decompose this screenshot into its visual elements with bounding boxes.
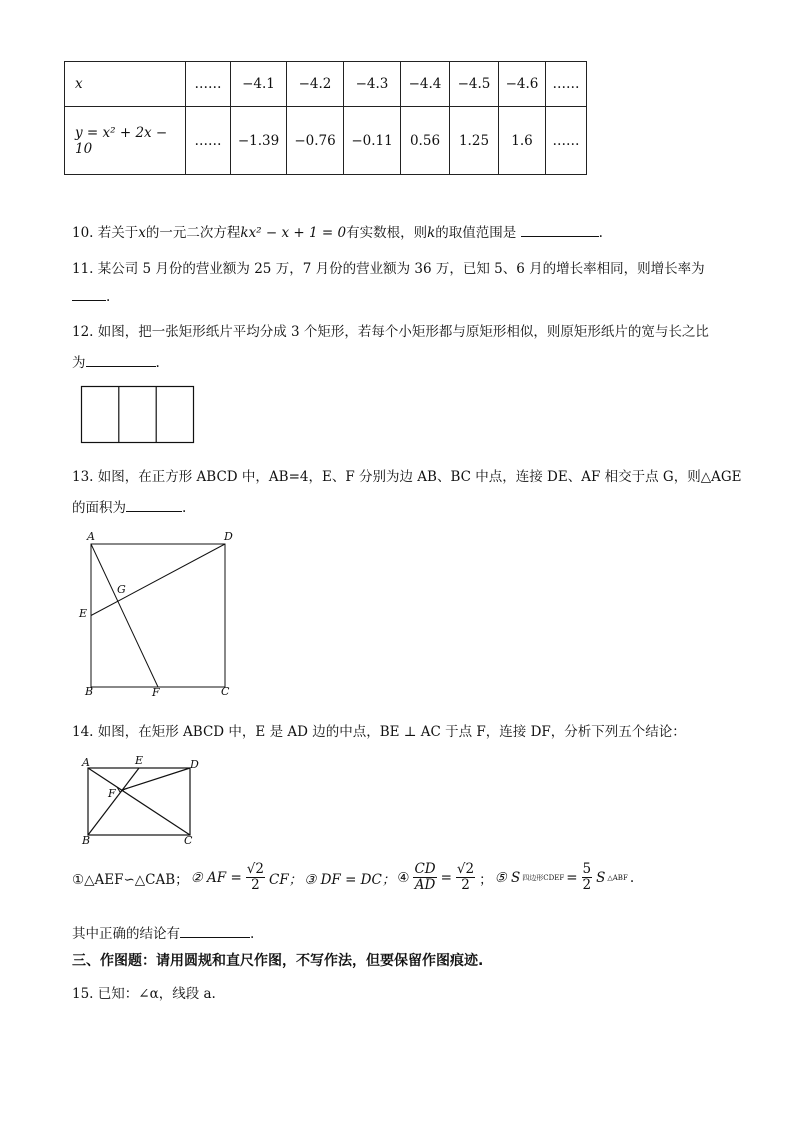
fig14-label-E: E: [135, 754, 144, 767]
question-11: 11. 某公司 5 月份的营业额为 25 万，7 月份的营业额为 36 万，已知 5、6 月的增长率相同，则增长率为: [72, 261, 705, 277]
question-10: [72, 221, 603, 241]
q10-text: 的取值范围是: [435, 225, 517, 241]
question-12-answer: [72, 351, 160, 371]
fraction-numerator: 5: [582, 861, 592, 877]
table-cell: −4.5: [450, 62, 499, 107]
value-table: [64, 61, 587, 175]
fig13-label-A: A: [87, 530, 95, 543]
option-1: ①△AEF∽△CAB；: [72, 871, 189, 888]
question-12: 12. 如图，把一张矩形纸片平均分成 3 个矩形，若每个小矩形都与原矩形相似，则原矩形纸片的宽与长之比: [72, 324, 709, 340]
fraction-denominator: AD: [414, 877, 436, 893]
q10-equation: kx² − x + 1 = 0: [240, 225, 347, 241]
q11-period: .: [106, 289, 111, 305]
table-cell: ……: [546, 107, 587, 175]
fig14-label-D: D: [190, 758, 199, 771]
table-row-y: [65, 107, 587, 175]
fig13-label-C: C: [221, 685, 230, 698]
option-2-lhs: ② AF =: [190, 869, 242, 886]
q13-period: .: [182, 500, 187, 516]
question-14-options: [72, 862, 634, 893]
option-5-equals: =: [566, 869, 578, 886]
question-11-answer: [72, 288, 110, 305]
section-heading: 三、作图题：请用圆规和直尺作图，不写作法，但要保留作图痕迹.: [72, 953, 484, 969]
table-cell: 1.25: [450, 107, 499, 175]
option-4-end: ；: [479, 871, 493, 888]
fraction-denominator: 2: [251, 877, 260, 893]
option-5-subscript2: △ABF: [607, 873, 628, 882]
fig13-label-D: D: [224, 530, 233, 543]
q14-period: .: [250, 926, 255, 942]
table-row-x: [65, 62, 587, 107]
q10-text: 的一元二次方程: [145, 225, 241, 241]
figure-12-rectangles: [80, 385, 196, 447]
table-cell: −1.39: [231, 107, 287, 175]
answer-blank[interactable]: [180, 925, 250, 938]
question-13-answer: [72, 496, 186, 516]
fig13-label-E: E: [79, 607, 88, 620]
figure-13-square: [74, 528, 244, 700]
table-cell: 0.56: [401, 107, 450, 175]
question-14-answer: [72, 922, 254, 942]
q12-period: .: [155, 355, 160, 371]
option-5-s: ⑤ S: [494, 869, 521, 886]
option-4-mark: ④: [397, 869, 410, 886]
option-3: ③ DF = DC；: [304, 871, 396, 888]
fraction-numerator: √2: [246, 861, 264, 877]
option-5-fraction: [582, 862, 593, 893]
option-2-rhs: CF；: [268, 871, 303, 888]
option-5-subscript: 四边形CDEF: [522, 873, 565, 882]
fig14-label-C: C: [184, 834, 193, 847]
table-cell: −0.76: [287, 107, 344, 175]
q10-var: k: [427, 225, 436, 241]
option-4-fraction: [413, 862, 436, 893]
table-cell: −4.1: [231, 62, 287, 107]
q12-text: 为: [72, 355, 86, 371]
table-cell: −0.11: [344, 107, 401, 175]
figure-14-rectangle: [74, 752, 208, 848]
table-cell: ……: [186, 62, 231, 107]
q10-text: 有实数根，则: [346, 225, 428, 241]
answer-blank[interactable]: [86, 354, 156, 367]
table-cell: −4.3: [344, 62, 401, 107]
option-5-s2: S: [596, 869, 606, 886]
table-cell: ……: [186, 107, 231, 175]
fig14-label-B: B: [82, 834, 91, 847]
option-4-fraction-rhs: [456, 862, 475, 893]
fig13-label-B: B: [85, 685, 94, 698]
fig14-label-A: A: [82, 756, 90, 769]
answer-blank[interactable]: [72, 288, 106, 301]
option-5-end: .: [629, 869, 635, 886]
fraction-denominator: 2: [461, 877, 470, 893]
fig14-label-F: F: [108, 787, 116, 800]
table-cell: x: [65, 62, 186, 107]
fig13-label-F: F: [152, 686, 160, 699]
question-13: 13. 如图，在正方形 ABCD 中，AB=4，E、F 分别为边 AB、BC 中点，连接 DE、AF 相交于点 G，则△AGE: [72, 469, 742, 485]
fraction-numerator: √2: [456, 861, 475, 877]
answer-blank[interactable]: [521, 224, 599, 237]
answer-blank[interactable]: [126, 499, 182, 512]
option-4-equals: =: [440, 869, 452, 886]
q14-answer-text: 其中正确的结论有: [72, 926, 180, 942]
q13-text: 的面积为: [72, 500, 126, 516]
table-cell: y = x² + 2x − 10: [65, 107, 186, 175]
q10-text: 10. 若关于: [72, 225, 139, 241]
option-2-fraction: [246, 862, 265, 893]
question-14: 14. 如图，在矩形 ABCD 中，E 是 AD 边的中点，BE ⊥ AC 于点 F，连接 DF，分析下列五个结论：: [72, 724, 686, 740]
table-cell: −4.6: [499, 62, 546, 107]
q10-period: .: [598, 225, 603, 241]
fraction-numerator: CD: [414, 861, 436, 877]
table-cell: −4.4: [401, 62, 450, 107]
table-cell: 1.6: [499, 107, 546, 175]
question-15: 15. 已知：∠α，线段 a.: [72, 986, 216, 1002]
fig13-label-G: G: [117, 583, 126, 596]
q10-var: x: [138, 225, 146, 241]
table-cell: ……: [546, 62, 587, 107]
fraction-denominator: 2: [582, 877, 592, 893]
table-cell: −4.2: [287, 62, 344, 107]
